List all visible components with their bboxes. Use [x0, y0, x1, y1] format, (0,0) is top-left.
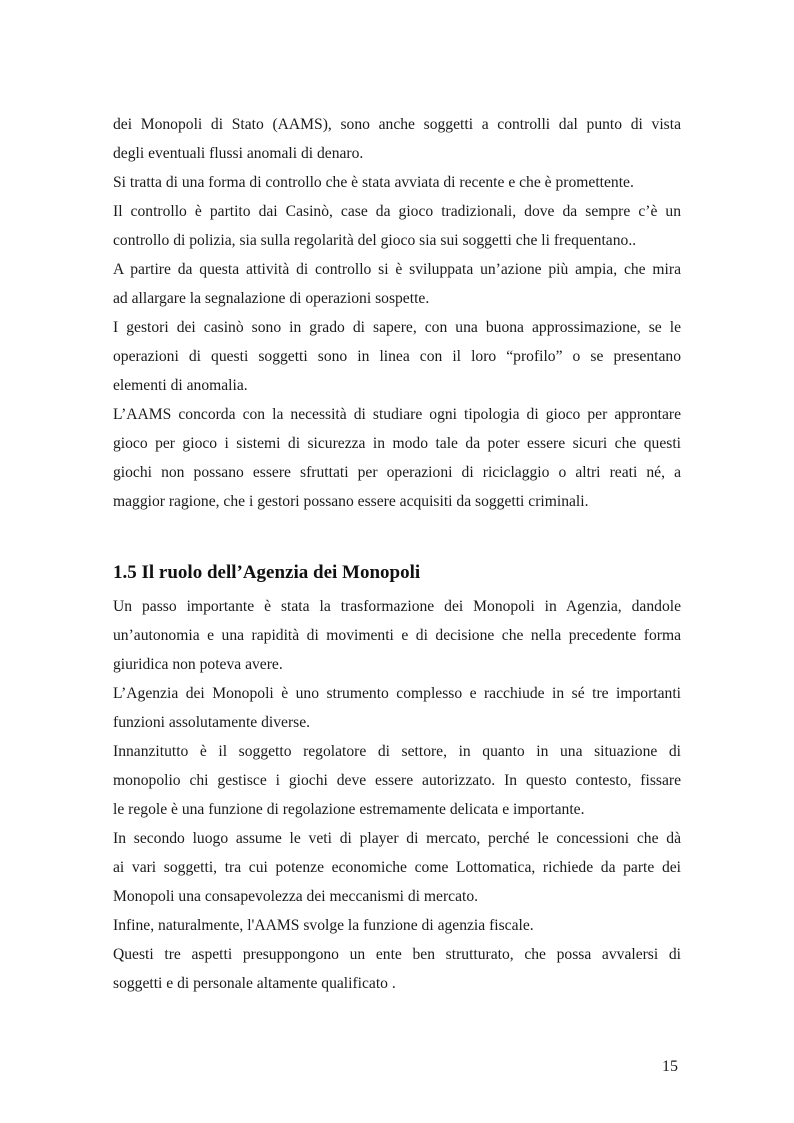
text-line: le regole è una funzione di regolazione estremamente delicata e importante.	[113, 801, 585, 818]
body-text-section-2	[113, 592, 681, 998]
text-line: degli eventuali flussi anomali di denaro.	[113, 145, 364, 162]
text-line: Il controllo è partito dai Casinò, case da gioco tradizionali, dove da sempre c’è un	[113, 203, 681, 220]
text-line: In secondo luogo assume le veti di player di mercato, perché le concessioni che dà	[113, 830, 681, 847]
text-line: Questi tre aspetti presuppongono un ente ben strutturato, che possa avvalersi di	[113, 946, 681, 963]
text-line: giuridica non poteva avere.	[113, 656, 283, 673]
text-line: L’AAMS concorda con la necessità di studiare ogni tipologia di gioco per approntare	[113, 406, 681, 423]
text-line: un’autonomia e una rapidità di movimenti e di decisione che nella precedente forma	[113, 627, 681, 644]
text-line: Innanzitutto è il soggetto regolatore di settore, in quanto in una situazione di	[113, 743, 681, 760]
text-line: dei Monopoli di Stato (AAMS), sono anche soggetti a controlli dal punto di vista	[113, 116, 681, 133]
text-line: ai vari soggetti, tra cui potenze economiche come Lottomatica, richiede da parte dei	[113, 859, 681, 876]
body-text-section-1	[113, 110, 681, 516]
text-line: Monopoli una consapevolezza dei meccanismi di mercato.	[113, 888, 479, 905]
text-line: operazioni di questi soggetti sono in linea con il loro “profilo” o se presentano	[113, 348, 681, 365]
text-line: Si tratta di una forma di controllo che è stata avviata di recente e che è promettente.	[113, 174, 634, 191]
text-line: ad allargare la segnalazione di operazioni sospette.	[113, 290, 430, 307]
text-line: gioco per gioco i sistemi di sicurezza in modo tale da poter essere sicuri che questi	[113, 435, 681, 452]
text-line: giochi non possano essere sfruttati per operazioni di riciclaggio o altri reati né, a	[113, 464, 681, 481]
text-line: Un passo importante è stata la trasformazione dei Monopoli in Agenzia, dandole	[113, 598, 681, 615]
text-line: I gestori dei casinò sono in grado di sapere, con una buona approssimazione, se le	[113, 319, 681, 336]
text-line: A partire da questa attività di controllo si è sviluppata un’azione più ampia, che mira	[113, 261, 681, 278]
text-line: Infine, naturalmente, l'AAMS svolge la funzione di agenzia fiscale.	[113, 917, 534, 934]
page-number: 15	[662, 1058, 678, 1075]
text-line: monopolio chi gestisce i giochi deve essere autorizzato. In questo contesto, fissare	[113, 772, 681, 789]
text-line: soggetti e di personale altamente qualificato .	[113, 975, 396, 992]
section-heading: 1.5 Il ruolo dell’Agenzia dei Monopoli	[113, 562, 421, 583]
text-line: maggior ragione, che i gestori possano essere acquisiti da soggetti criminali.	[113, 493, 589, 510]
text-line: funzioni assolutamente diverse.	[113, 714, 311, 731]
text-line: elementi di anomalia.	[113, 377, 248, 394]
text-line: controllo di polizia, sia sulla regolarità del gioco sia sui soggetti che li frequentano..	[113, 232, 637, 249]
text-line: L’Agenzia dei Monopoli è uno strumento complesso e racchiude in sé tre importanti	[113, 685, 681, 702]
